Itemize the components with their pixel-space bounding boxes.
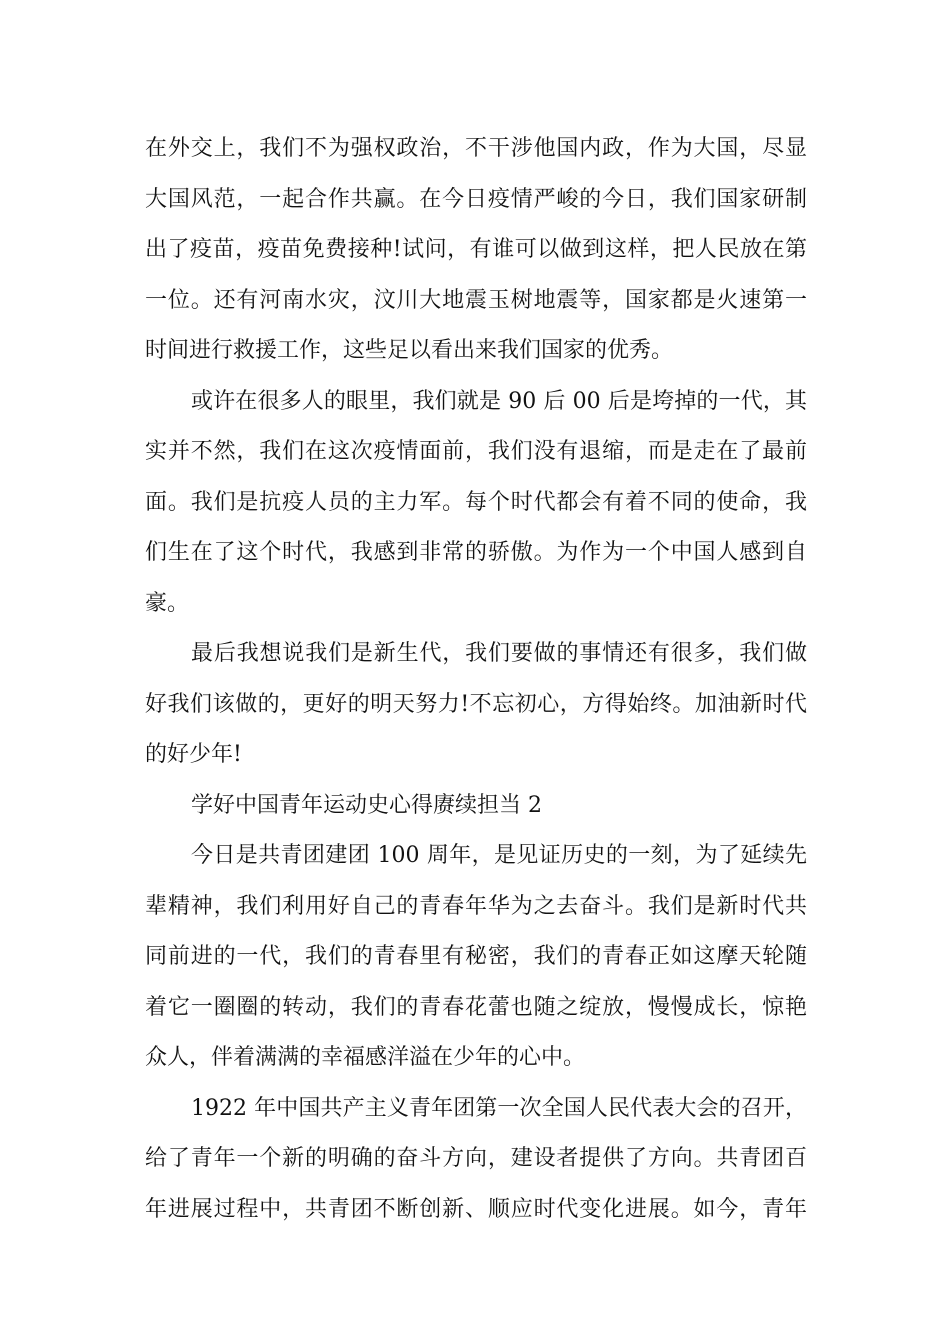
paragraph-1 bbox=[145, 124, 807, 377]
paragraph-line: 最后我想说我们是新生代，我们要做的事情还有很多，我们做 bbox=[191, 641, 807, 666]
paragraph-2 bbox=[145, 377, 807, 630]
paragraph-line: 或许在很多人的眼里，我们就是 90 后 00 后是垮掉的一代，其 bbox=[191, 388, 807, 414]
paragraph-line: 同前进的一代，我们的青春里有秘密，我们的青春正如这摩天轮随 bbox=[145, 944, 807, 969]
paragraph-line: 年进展过程中，共青团不断创新、顺应时代变化进展。如今，青年 bbox=[145, 1196, 807, 1222]
paragraph-line: 一位。还有河南水灾，汶川大地震玉树地震等，国家都是火速第一 bbox=[145, 287, 807, 313]
paragraph-3 bbox=[145, 629, 807, 781]
paragraph-line: 给了青年一个新的明确的奋斗方向，建设者提供了方向。共青团百 bbox=[145, 1146, 807, 1171]
section-heading-text: 学好中国青年运动史心得赓续担当 2 bbox=[191, 792, 542, 818]
paragraph-4 bbox=[145, 831, 807, 1084]
paragraph-line: 辈精神，我们利用好自己的青春年华为之去奋斗。我们是新时代共 bbox=[145, 893, 807, 919]
paragraph-line: 们生在了这个时代，我感到非常的骄傲。为作为一个中国人感到自 bbox=[145, 540, 807, 565]
paragraph-line: 好我们该做的，更好的明天努力!不忘初心，方得始终。加油新时代 bbox=[145, 691, 807, 717]
document-body bbox=[145, 124, 807, 1235]
paragraph-line: 今日是共青团建团 100 周年，是见证历史的一刻，为了延续先 bbox=[191, 843, 807, 868]
paragraph-line: 着它一圈圈的转动，我们的青春花蕾也随之绽放，慢慢成长，惊艳 bbox=[145, 994, 807, 1020]
paragraph-line: 的好少年! bbox=[145, 742, 242, 767]
paragraph-line: 实并不然，我们在这次疫情面前，我们没有退缩，而是走在了最前 bbox=[145, 439, 807, 464]
section-heading bbox=[145, 781, 807, 832]
paragraph-line: 众人，伴着满满的幸福感洋溢在少年的心中。 bbox=[145, 1045, 586, 1070]
paragraph-line: 面。我们是抗疫人员的主力军。每个时代都会有着不同的使命，我 bbox=[145, 489, 807, 515]
paragraph-line: 豪。 bbox=[145, 590, 190, 616]
paragraph-5 bbox=[145, 1084, 807, 1236]
paragraph-line: 在外交上，我们不为强权政治，不干涉他国内政，作为大国，尽显 bbox=[145, 136, 807, 161]
paragraph-line: 时间进行救援工作，这些足以看出来我们国家的优秀。 bbox=[145, 338, 674, 363]
paragraph-line: 1922 年中国共产主义青年团第一次全国人民代表大会的召开， bbox=[191, 1095, 807, 1121]
paragraph-line: 大国风范，一起合作共赢。在今日疫情严峻的今日，我们国家研制 bbox=[145, 186, 807, 212]
paragraph-line: 出了疫苗，疫苗免费接种!试问，有谁可以做到这样，把人民放在第 bbox=[145, 237, 807, 262]
